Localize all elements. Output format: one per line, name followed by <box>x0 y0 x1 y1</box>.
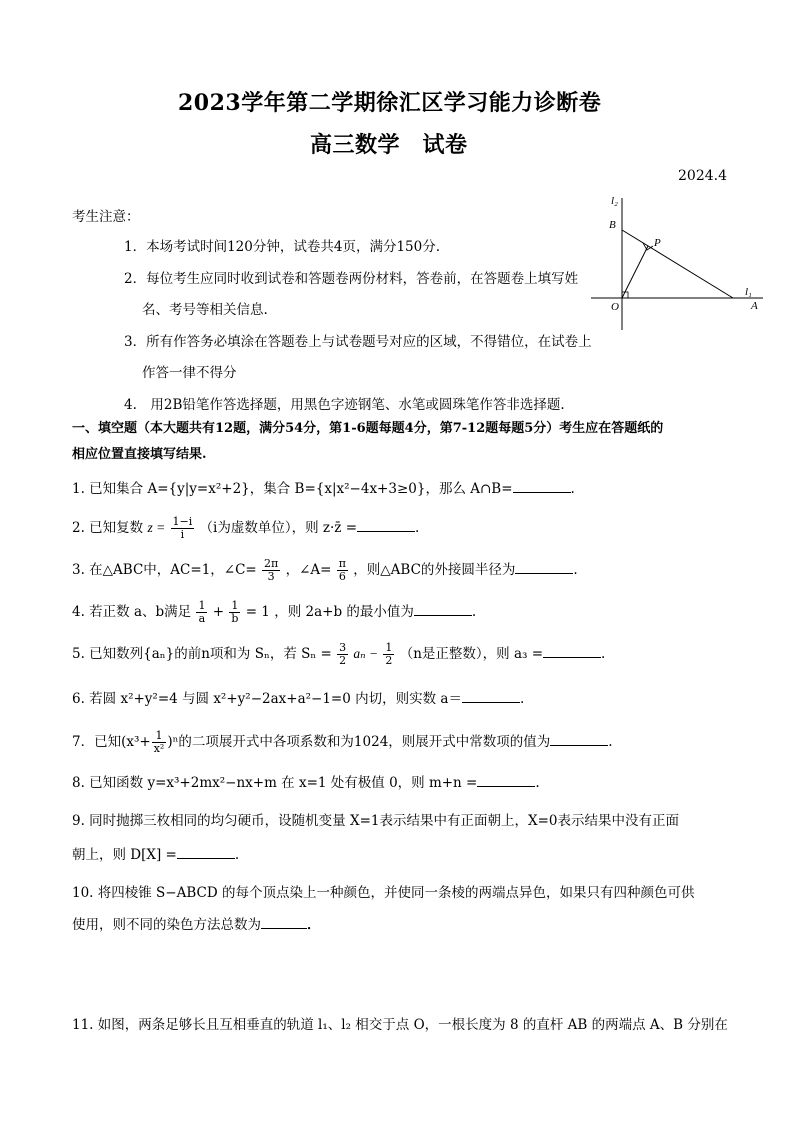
period: . <box>415 520 420 536</box>
question-5 <box>72 642 605 667</box>
fraction-num: 1 <box>152 730 167 743</box>
question-2 <box>72 516 419 541</box>
answer-blank-3 <box>515 561 573 574</box>
label-p: P <box>654 237 661 249</box>
an-minus: aₙ − <box>353 646 379 661</box>
question-6-text: 6. 若圆 x²+y²=4 与圆 x²+y²−2ax+a²−1=0 内切，则实数 a＝ <box>72 691 462 707</box>
label-o: O <box>611 301 619 313</box>
answer-blank-1 <box>513 480 571 493</box>
question-1-text: 1. 已知集合 A={y|y=x²+2}，集合 B={x|x²−4x+3≥0}，那么 A∩B= <box>72 481 513 497</box>
notice-item-2: 2．每位考生应同时收到试卷和答题卷两份材料，答卷前，在答题卷上填写姓 <box>124 271 579 287</box>
question-6 <box>72 690 524 708</box>
question-7-text-b: )ⁿ的二项展开式中各项系数和为1024，则展开式中常数项的值为 <box>167 734 551 750</box>
plus-sign: + <box>212 604 225 620</box>
fraction-num: 2π <box>264 557 279 570</box>
question-5-text-b: （n是正整数），则 a₃ = <box>399 646 544 662</box>
answer-blank-10 <box>261 916 307 929</box>
fraction-den: a <box>198 612 206 625</box>
fraction-num: 1 <box>229 600 240 613</box>
question-3-text-a: 3. 在△ABC中，AC=1，∠C= <box>72 562 257 578</box>
question-2-text-a: 2. 已知复数 <box>72 520 144 536</box>
notice-item-1: 1．本场考试时间120分钟，试卷共4页，满分150分. <box>124 239 441 255</box>
period: ． <box>307 917 321 933</box>
label-a: A <box>751 300 758 312</box>
period: . <box>601 646 606 662</box>
period: . <box>471 604 477 620</box>
fraction-den: 2 <box>385 654 393 667</box>
question-9-cont <box>72 846 239 864</box>
question-10-text-b: 使用，则不同的染色方法总数为 <box>72 917 261 933</box>
question-8 <box>72 774 540 792</box>
question-4-text-b: ，则 2a+b 的最小值为 <box>274 604 414 620</box>
fraction-q3-c <box>262 558 280 583</box>
answer-blank-4 <box>414 603 472 616</box>
answer-blank-5 <box>543 645 601 658</box>
fraction-q2 <box>171 516 195 541</box>
fraction-q4-b <box>229 600 240 625</box>
fraction-num: 3 <box>339 641 347 654</box>
question-7-text-a: 7．已知(x³+ <box>72 734 151 750</box>
question-3-text-c: ，则△ABC的外接圆半径为 <box>353 562 516 578</box>
question-8-text: 8. 已知函数 y=x³+2mx²−nx+m 在 x=1 处有极值 0，则 m+n = <box>72 775 478 791</box>
answer-blank-8 <box>477 774 535 787</box>
question-7 <box>72 730 613 755</box>
question-10: 10. 将四棱锥 S−ABCD 的每个顶点染上一种颜色，并使同一条棱的两端点异色，如果只有四种颜色可供 <box>72 885 695 901</box>
section-1-heading-cont: 相应位置直接填写结果. <box>72 447 207 462</box>
fraction-den: i <box>180 528 185 541</box>
label-l2: l₂ <box>611 195 618 207</box>
fraction-q5-b <box>383 642 394 667</box>
fraction-den: 3 <box>267 570 275 583</box>
period: . <box>570 481 575 497</box>
question-9-text-b: 朝上，则 D[X] = <box>72 847 177 863</box>
question-3 <box>72 558 578 583</box>
period: . <box>573 562 578 578</box>
notice-item-2-cont: 名、考号等相关信息. <box>142 302 268 318</box>
question-1 <box>72 480 575 498</box>
fraction-num: 1 <box>198 599 206 612</box>
label-b: B <box>609 219 616 231</box>
fraction-num: π <box>338 557 346 570</box>
period: . <box>608 734 613 750</box>
answer-blank-6 <box>462 690 520 703</box>
exam-subtitle: 高三数学 试卷 <box>310 132 468 158</box>
notice-item-4: 4. 用2B铅笔作答选择题，用黑色字迹钢笔、水笔或圆珠笔作答非选择题. <box>124 397 565 413</box>
answer-blank-2 <box>357 519 415 532</box>
question-11: 11. 如图，两条足够长且互相垂直的轨道 l₁、l₂ 相交于点 O，一根长度为 8 的直杆 AB 的两端点 A、B 分别在 <box>72 1017 728 1033</box>
question-2-text-b: （i为虚数单位），则 z·z̄ = <box>199 520 358 536</box>
answer-blank-7 <box>550 733 608 746</box>
notice-item-3: 3．所有作答务必填涂在答题卷上与试卷题号对应的区域，不得错位，在试卷上 <box>124 334 592 350</box>
equals-one: = 1 <box>245 604 270 620</box>
question-9: 9. 同时抛掷三枚相同的均匀硬币，设随机变量 X=1表示结果中有正面朝上，X=0表示结果中没有正面 <box>72 813 679 829</box>
answer-blank-9 <box>177 846 235 859</box>
segment-op <box>622 246 648 298</box>
z-equals: z = <box>147 520 166 535</box>
label-l1: l₁ <box>745 286 752 298</box>
question-4-text-a: 4. 若正数 a、b满足 <box>72 604 192 620</box>
fraction-den: x² <box>153 742 165 755</box>
fraction-num: 1 <box>385 641 393 654</box>
question-5-text-a: 5. 已知数列{aₙ}的前n项和为 Sₙ，若 Sₙ = <box>72 646 332 662</box>
question-4 <box>72 600 476 625</box>
notice-heading: 考生注意： <box>72 209 140 225</box>
fraction-q7 <box>152 730 167 755</box>
section-1-heading: 一、填空题（本大题共有12题，满分54分，第1-6题每题4分，第7-12题每题5分）考生应在答题纸的 <box>72 421 664 436</box>
exam-date: 2024.4 <box>678 168 727 184</box>
period: . <box>234 847 240 863</box>
fraction-den: 6 <box>338 570 346 583</box>
fraction-q3-a <box>337 558 348 583</box>
fraction-den: b <box>231 612 239 625</box>
period: . <box>535 775 540 791</box>
fraction-den: 2 <box>339 654 347 667</box>
geometry-figure <box>585 188 770 338</box>
exam-title: 2023学年第二学期徐汇区学习能力诊断卷 <box>178 90 602 116</box>
period: . <box>519 691 525 707</box>
fraction-num: 1−i <box>172 515 193 528</box>
notice-item-3-cont: 作答一律不得分 <box>142 365 237 381</box>
fraction-q4-a <box>196 600 207 625</box>
question-3-text-b: ，∠A= <box>285 562 332 578</box>
fraction-q5-a <box>337 642 348 667</box>
question-10-cont <box>72 916 321 934</box>
